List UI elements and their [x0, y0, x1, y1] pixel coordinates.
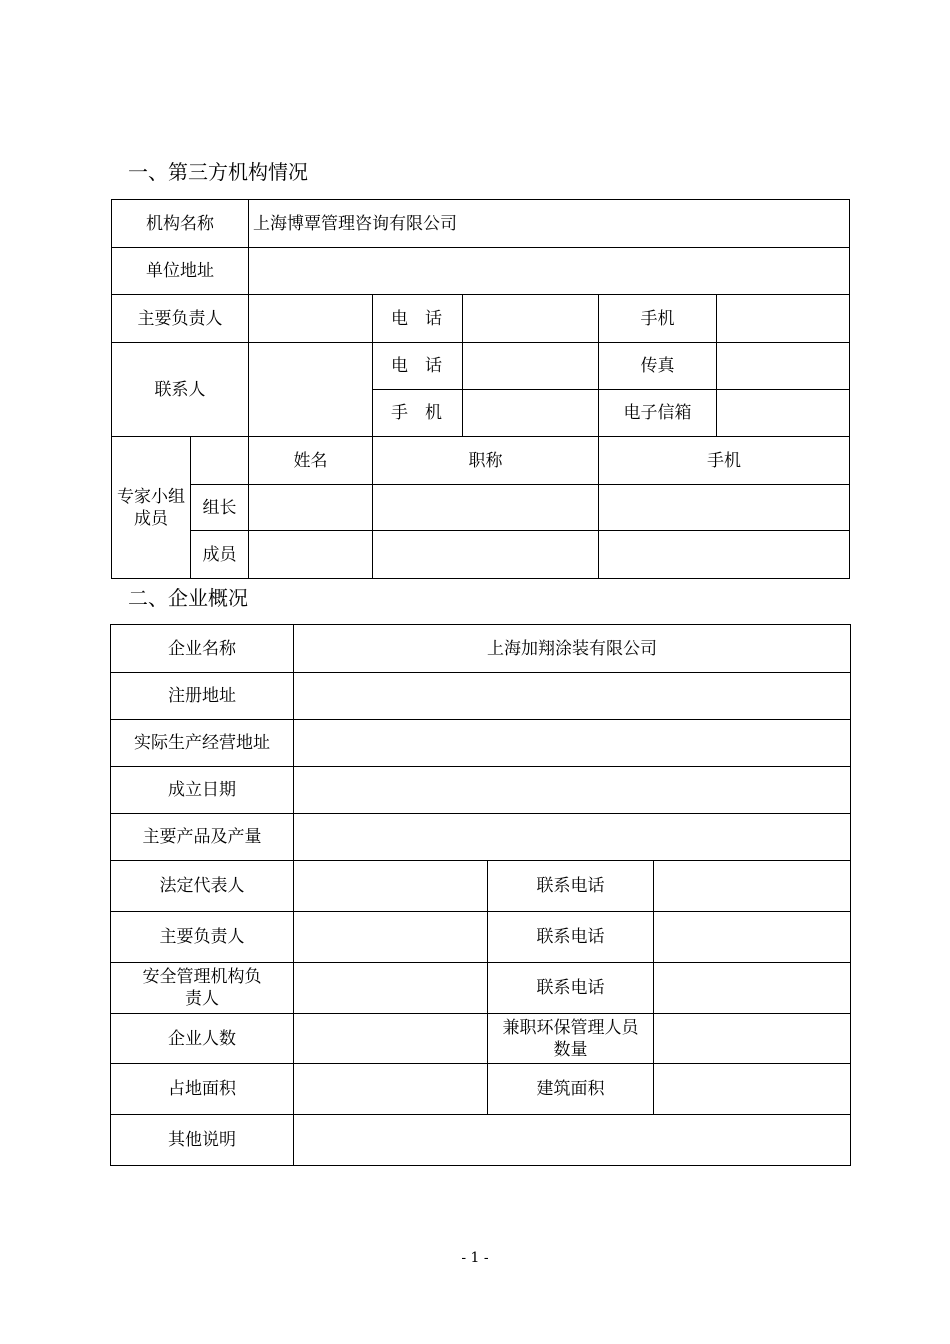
building-area-value[interactable] — [654, 1064, 851, 1115]
contact-phone-label-3: 联系电话 — [488, 963, 654, 1014]
leader-mobile-value[interactable] — [599, 485, 850, 531]
leader-title-value[interactable] — [373, 485, 599, 531]
col-mobile-header: 手机 — [599, 437, 850, 485]
expert-group-label: 专家小组成员 — [112, 437, 191, 579]
company-name-label: 企业名称 — [111, 625, 294, 673]
col-name-header: 姓名 — [249, 437, 373, 485]
contact-phone-value[interactable] — [463, 343, 599, 390]
contact-phone-label: 电 话 — [373, 343, 463, 390]
address-value[interactable] — [249, 248, 850, 295]
email-label: 电子信箱 — [599, 390, 717, 437]
contact-phone-value-1[interactable] — [654, 861, 851, 912]
org-name-value[interactable]: 上海博覃管理咨询有限公司 — [249, 200, 850, 248]
member-mobile-value[interactable] — [599, 531, 850, 579]
land-area-label: 占地面积 — [111, 1064, 294, 1115]
safety-head-value[interactable] — [294, 963, 488, 1014]
founded-value[interactable] — [294, 767, 851, 814]
expert-header-blank — [191, 437, 249, 485]
principal-mobile-label: 手机 — [599, 295, 717, 343]
other-label: 其他说明 — [111, 1115, 294, 1166]
founded-label: 成立日期 — [111, 767, 294, 814]
other-value[interactable] — [294, 1115, 851, 1166]
contact-value[interactable] — [249, 343, 373, 437]
member-label: 成员 — [191, 531, 249, 579]
contact-label: 联系人 — [112, 343, 249, 437]
section1-heading: 一、第三方机构情况 — [128, 160, 308, 184]
fax-label: 传真 — [599, 343, 717, 390]
col-title-header: 职称 — [373, 437, 599, 485]
employees-value[interactable] — [294, 1014, 488, 1064]
reg-address-value[interactable] — [294, 673, 851, 720]
contact-phone-label-2: 联系电话 — [488, 912, 654, 963]
products-label: 主要产品及产量 — [111, 814, 294, 861]
fax-value[interactable] — [717, 343, 850, 390]
actual-address-label: 实际生产经营地址 — [111, 720, 294, 767]
legal-rep-value[interactable] — [294, 861, 488, 912]
contact-mobile-label: 手 机 — [373, 390, 463, 437]
leader-name-value[interactable] — [249, 485, 373, 531]
contact-phone-value-2[interactable] — [654, 912, 851, 963]
land-area-value[interactable] — [294, 1064, 488, 1115]
section2-heading: 二、企业概况 — [128, 586, 248, 610]
building-area-label: 建筑面积 — [488, 1064, 654, 1115]
contact-phone-value-3[interactable] — [654, 963, 851, 1014]
reg-address-label: 注册地址 — [111, 673, 294, 720]
third-party-org-table — [111, 199, 850, 579]
principal-phone-value[interactable] — [463, 295, 599, 343]
org-name-label: 机构名称 — [112, 200, 249, 248]
env-staff-value[interactable] — [654, 1014, 851, 1064]
actual-address-value[interactable] — [294, 720, 851, 767]
page-number: - 1 - — [461, 1250, 489, 1266]
member-name-value[interactable] — [249, 531, 373, 579]
company-principal-value[interactable] — [294, 912, 488, 963]
email-value[interactable] — [717, 390, 850, 437]
address-label: 单位地址 — [112, 248, 249, 295]
leader-label: 组长 — [191, 485, 249, 531]
enterprise-overview-table — [110, 624, 851, 1166]
contact-phone-label-1: 联系电话 — [488, 861, 654, 912]
principal-mobile-value[interactable] — [717, 295, 850, 343]
employees-label: 企业人数 — [111, 1014, 294, 1064]
contact-mobile-value[interactable] — [463, 390, 599, 437]
principal-value[interactable] — [249, 295, 373, 343]
company-principal-label: 主要负责人 — [111, 912, 294, 963]
safety-head-label: 安全管理机构负责人 — [111, 963, 294, 1014]
legal-rep-label: 法定代表人 — [111, 861, 294, 912]
company-name-value[interactable]: 上海加翔涂装有限公司 — [294, 625, 851, 673]
products-value[interactable] — [294, 814, 851, 861]
member-title-value[interactable] — [373, 531, 599, 579]
principal-label: 主要负责人 — [112, 295, 249, 343]
env-staff-label: 兼职环保管理人员数量 — [488, 1014, 654, 1064]
principal-phone-label: 电 话 — [373, 295, 463, 343]
